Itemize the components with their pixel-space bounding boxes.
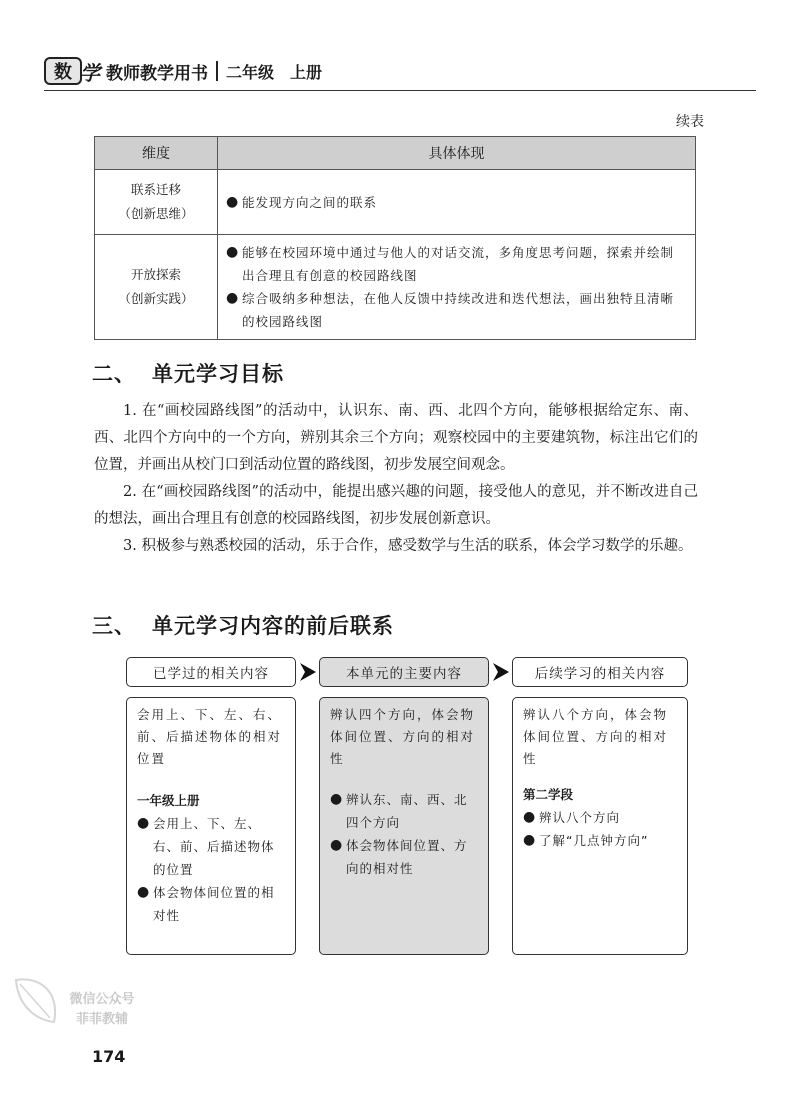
list-item-text: 会用上、下、左、右、前、后描述物体的位置 <box>153 816 275 877</box>
bullet-icon: ● <box>226 193 240 210</box>
bullet-icon: ● <box>330 837 344 853</box>
detail-text: 能够在校园环境中通过与他人的对话交流，多角度思考问题，探索并绘制出合理且有创意的校园路线图 <box>242 245 675 283</box>
table-header-dimension: 维度 <box>95 137 218 170</box>
objective-paragraph-1: 1. 在“画校园路线图”的活动中，认识东、南、西、北四个方向，能够根据给定东、南、西、北四个方向中的一个方向，辨别其余三个方向；观察校园中的主要建筑物，标注出它们的位置，并画出从校门口到活动位置的路线图，初步发展空间观念。 <box>94 403 698 473</box>
list-item <box>137 881 285 927</box>
bullet-icon: ● <box>226 244 240 260</box>
dimension-sub: （创新思维） <box>118 206 194 221</box>
running-header <box>44 54 322 88</box>
section-title: 单元学习内容的前后联系 <box>152 614 394 638</box>
grade-label: 二年级 上册 <box>226 62 323 82</box>
list-item <box>226 287 687 333</box>
book-title: 教师教学用书 <box>106 63 208 84</box>
detail-cell <box>218 170 696 235</box>
watermark-line-1: 微信公众号 <box>69 992 135 1007</box>
watermark-line-2: 菲菲教辅 <box>75 1012 128 1027</box>
continued-label: 续表 <box>676 114 704 130</box>
flow-box-prior <box>126 697 296 955</box>
list-item-text: 了解“几点钟方向” <box>539 833 649 848</box>
flow-box-current <box>319 697 489 955</box>
section-number: 二、 <box>92 362 136 386</box>
list-item <box>330 788 478 834</box>
spacer <box>330 770 478 788</box>
list-item-text: 辨认八个方向 <box>539 810 621 825</box>
bullet-icon: ● <box>226 290 240 306</box>
list-item-text: 体会物体间位置的相对性 <box>153 885 275 923</box>
table-row <box>95 170 696 235</box>
list-item <box>523 806 677 829</box>
logo-char-2: 学 <box>80 60 100 85</box>
bullet-icon: ● <box>523 832 537 848</box>
flow-header-prior: 已学过的相关内容 <box>126 657 296 687</box>
dimension-table <box>94 136 696 340</box>
box-subhead: 第二学段 <box>523 787 574 802</box>
flow-header-later: 后续学习的相关内容 <box>512 657 688 687</box>
box-intro: 辨认四个方向，体会物体间位置、方向的相对性 <box>330 707 476 766</box>
section-3-heading <box>92 610 394 640</box>
section-2-heading <box>92 358 284 388</box>
table-header-row <box>95 137 696 170</box>
dimension-name: 开放探索 <box>130 267 181 282</box>
box-intro: 辨认八个方向，体会物体间位置、方向的相对性 <box>523 707 669 766</box>
objective-paragraph-3: 3. 积极参与熟悉校园的活动，乐于合作，感受数学与生活的联系，体会学习数学的乐趣。 <box>123 538 693 554</box>
dimension-cell <box>95 170 218 235</box>
section-number: 三、 <box>92 614 136 638</box>
list-item <box>226 191 687 214</box>
table-header-detail: 具体体现 <box>218 137 696 170</box>
arrow-right-icon <box>298 661 318 683</box>
table-row <box>95 235 696 340</box>
flow-box-later <box>512 697 688 955</box>
header-separator <box>216 61 218 81</box>
dimension-name: 联系迁移 <box>130 182 181 197</box>
flow-header-current: 本单元的主要内容 <box>319 657 489 687</box>
list-item <box>137 812 285 881</box>
detail-text: 能发现方向之间的联系 <box>242 194 378 210</box>
header-rule <box>44 90 756 91</box>
list-item-text: 体会物体间位置、方向的相对性 <box>346 838 468 876</box>
section-title: 单元学习目标 <box>152 362 284 386</box>
detail-text: 综合吸纳多种想法，在他人反馈中持续改进和迭代想法，画出独特且清晰的校园路线图 <box>242 291 675 329</box>
objective-paragraph-2: 2. 在“画校园路线图”的活动中，能提出感兴趣的问题，接受他人的意见，并不断改进自己的想法，画出合理且有创意的校园路线图，初步发展创新意识。 <box>94 484 698 527</box>
page-number: 174 <box>92 1047 126 1066</box>
bullet-icon: ● <box>523 809 537 825</box>
box-intro: 会用上、下、左、右、前、后描述物体的相对位置 <box>137 707 283 766</box>
bullet-icon: ● <box>137 815 151 831</box>
math-logo <box>44 57 82 85</box>
list-item-text: 辨认东、南、西、北四个方向 <box>346 792 468 830</box>
arrow-right-icon <box>491 661 511 683</box>
dimension-cell <box>95 235 218 340</box>
list-item <box>226 241 687 287</box>
logo-char: 数 <box>54 62 72 83</box>
bullet-icon: ● <box>330 791 344 807</box>
list-item <box>523 829 677 852</box>
detail-cell <box>218 235 696 340</box>
box-subhead: 一年级上册 <box>137 793 200 808</box>
bullet-icon: ● <box>137 884 151 900</box>
dimension-sub: （创新实践） <box>118 291 194 306</box>
list-item <box>330 834 478 880</box>
